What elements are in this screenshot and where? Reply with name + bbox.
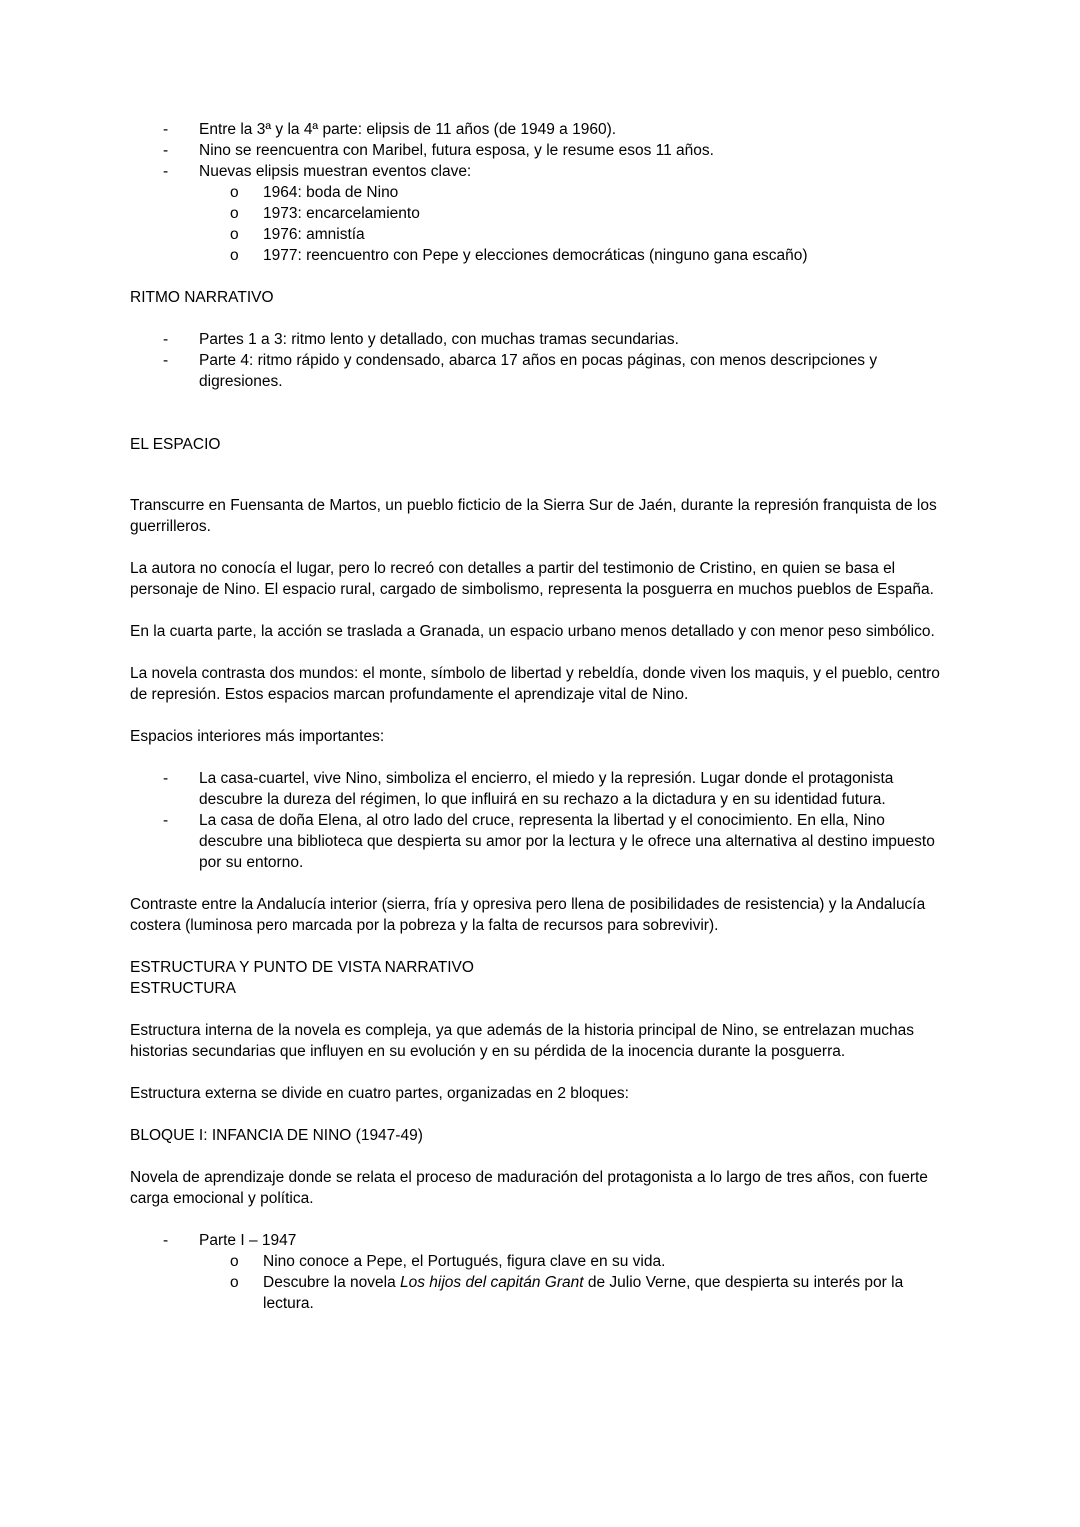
list-item-text: Nuevas elipsis muestran eventos clave:	[199, 163, 472, 180]
list-item-text: La casa de doña Elena, al otro lado del cruce, representa la libertad y el conocimiento. En ella, Nino descubre una biblioteca que despierta su amor por la lectura y le ofrece una alternativa al destino impuesto por su entorno.	[199, 812, 935, 871]
list-item	[163, 1230, 952, 1251]
elipsis-list	[163, 119, 952, 182]
paragraph-bloque1-intro: Novela de aprendizaje donde se relata el proceso de maduración del protagonista a lo largo de tres años, con fuerte carga emocional y política.	[130, 1169, 928, 1207]
list-item-text: La casa-cuartel, vive Nino, simboliza el encierro, el miedo y la represión. Lugar donde el protagonista descubre la dureza del régimen, lo que influirá en su rechazo a la dictadura y en su identidad futura.	[199, 770, 894, 808]
list-item	[163, 161, 952, 182]
list-item-text: Parte 4: ritmo rápido y condensado, abarca 17 años en pocas páginas, con menos descripciones y digresiones.	[199, 352, 878, 390]
paragraph-espacio-3: En la cuarta parte, la acción se traslada a Granada, un espacio urbano menos detallado y con menor peso simbólico.	[130, 623, 935, 640]
list-item-text: 1964: boda de Nino	[263, 184, 399, 201]
paragraph-estructura-externa: Estructura externa se divide en cuatro partes, organizadas en 2 bloques:	[130, 1085, 629, 1102]
paragraph-contraste: Contraste entre la Andalucía interior (sierra, fría y opresiva pero llena de posibilidades de resistencia) y la Andalucía costera (luminosa pero marcada por la pobreza y la falta de recursos para sobrevivir).	[130, 896, 926, 934]
list-item-text: Nino conoce a Pepe, el Portugués, figura clave en su vida.	[263, 1253, 666, 1270]
section-heading-ritmo-narrativo: RITMO NARRATIVO	[130, 289, 274, 306]
list-item-text: Nino se reencuentra con Maribel, futura esposa, y le resume esos 11 años.	[199, 142, 714, 159]
section-heading-el-espacio: EL ESPACIO	[130, 436, 221, 453]
list-item-text: 1973: encarcelamiento	[263, 205, 420, 222]
interior-spaces-list	[163, 768, 952, 873]
ritmo-list	[163, 329, 952, 392]
list-item-text: Parte I – 1947	[199, 1232, 297, 1249]
circle-bullet: o	[230, 205, 239, 222]
list-item-text: 1977: reencuentro con Pepe y elecciones democráticas (ninguno gana escaño)	[263, 247, 808, 264]
dash-bullet: -	[163, 1232, 169, 1249]
circle-bullet: o	[230, 1274, 239, 1291]
paragraph-espacio-4: La novela contrasta dos mundos: el monte, símbolo de libertad y rebeldía, donde viven los maquis, y el pueblo, centro de represión. Estos espacios marcan profundamente el aprendizaje vital de Nino.	[130, 665, 940, 703]
list-item	[230, 1251, 952, 1272]
book-item-post: de Julio Verne, que despierta su interés por la lectura.	[263, 1274, 904, 1312]
list-item-text	[263, 1272, 952, 1314]
paragraph-espacio-2: La autora no conocía el lugar, pero lo recreó con detalles a partir del testimonio de Cristino, en quien se basa el personaje de Nino. El espacio rural, cargado de simbolismo, representa la posguerra en muchos pueblos de España.	[130, 560, 934, 598]
list-item	[230, 224, 952, 245]
list-item	[163, 140, 952, 161]
list-item	[230, 182, 952, 203]
list-item-text: Entre la 3ª y la 4ª parte: elipsis de 11 años (de 1949 a 1960).	[199, 121, 617, 138]
list-item	[163, 119, 952, 140]
circle-bullet: o	[230, 247, 239, 264]
parte1-list	[163, 1230, 952, 1251]
circle-bullet: o	[230, 184, 239, 201]
parte1-events-list	[230, 1251, 952, 1314]
heading-bloque-1: BLOQUE I: INFANCIA DE NINO (1947-49)	[130, 1127, 423, 1144]
dash-bullet: -	[163, 770, 169, 787]
list-item-text: 1976: amnistía	[263, 226, 365, 243]
list-item	[163, 350, 952, 392]
elipsis-events-list	[230, 182, 952, 266]
dash-bullet: -	[163, 163, 169, 180]
book-item-pre: Descubre la novela	[263, 1274, 400, 1291]
list-item	[163, 768, 952, 810]
paragraph-espacios-interiores-label: Espacios interiores más importantes:	[130, 728, 385, 745]
list-item	[230, 203, 952, 224]
dash-bullet: -	[163, 142, 169, 159]
book-title: Los hijos del capitán Grant	[400, 1274, 584, 1291]
dash-bullet: -	[163, 352, 169, 369]
circle-bullet: o	[230, 1253, 239, 1270]
section-heading-estructura-pov: ESTRUCTURA Y PUNTO DE VISTA NARRATIVO	[130, 959, 474, 976]
dash-bullet: -	[163, 331, 169, 348]
list-item	[230, 245, 952, 266]
paragraph-espacio-1: Transcurre en Fuensanta de Martos, un pueblo ficticio de la Sierra Sur de Jaén, durante la represión franquista de los guerrilleros.	[130, 497, 937, 535]
list-item-text: Partes 1 a 3: ritmo lento y detallado, con muchas tramas secundarias.	[199, 331, 679, 348]
dash-bullet: -	[163, 812, 169, 829]
list-item	[230, 1272, 952, 1314]
estructura-headings	[130, 957, 952, 999]
section-heading-estructura: ESTRUCTURA	[130, 980, 236, 997]
circle-bullet: o	[230, 226, 239, 243]
list-item	[163, 810, 952, 873]
dash-bullet: -	[163, 121, 169, 138]
list-item	[163, 329, 952, 350]
paragraph-estructura-interna: Estructura interna de la novela es compleja, ya que además de la historia principal de Nino, se entrelazan muchas historias secundarias que influyen en su evolución y en su pérdida de la inocencia durante la posguerra.	[130, 1022, 915, 1060]
